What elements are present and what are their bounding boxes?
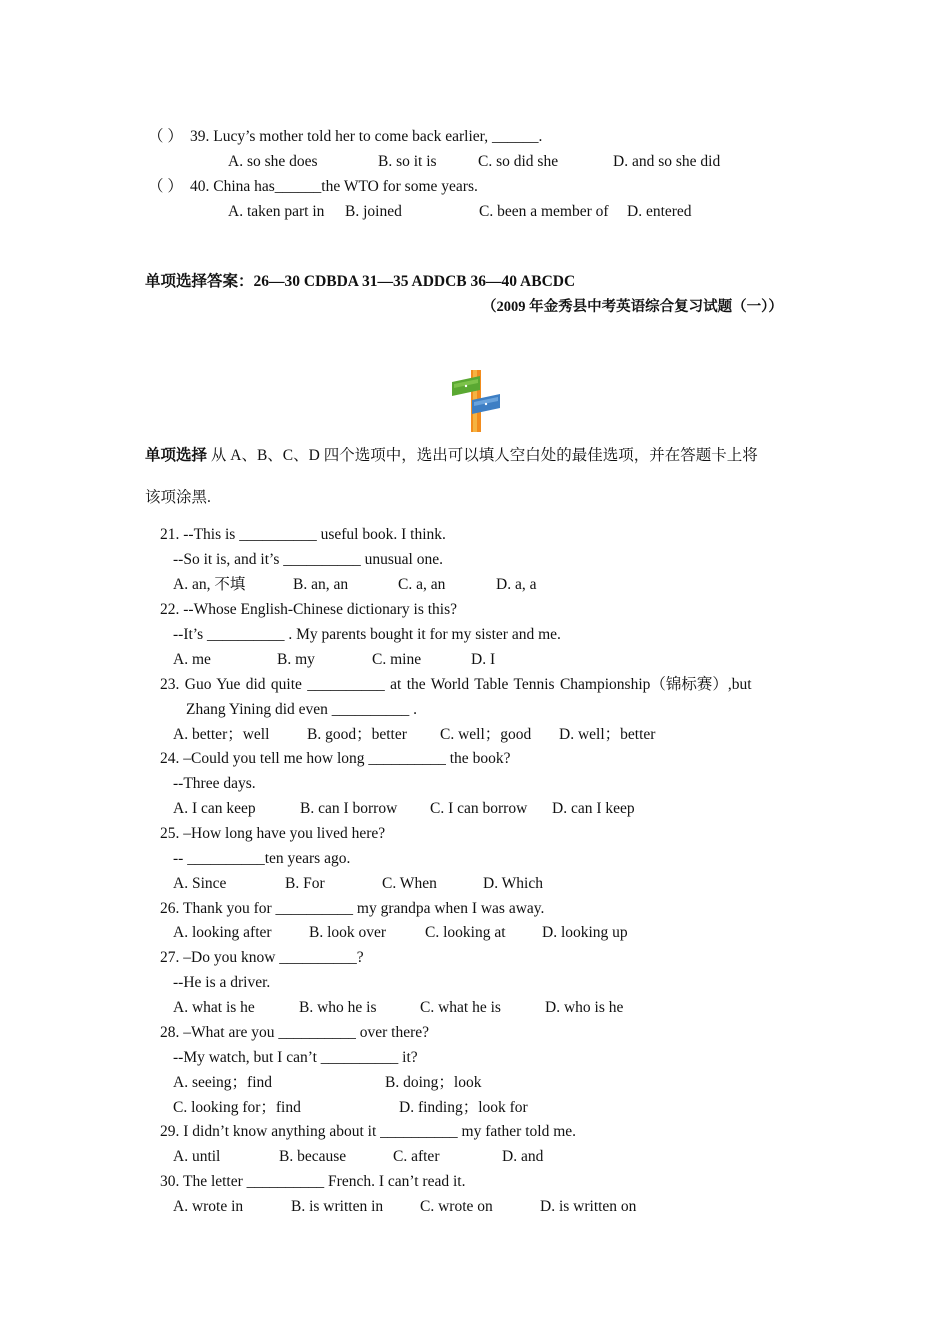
question-22-line1: 22. --Whose English-Chinese dictionary is this? [160,601,458,618]
question-39-paren: （ ） [148,128,183,145]
option-b: B. joined [345,203,402,220]
option-c: C. wrote on [420,1198,493,1215]
option-d: D. looking up [542,924,628,941]
option-a: A. an, 不填 [173,576,246,593]
option-b: B. so it is [378,153,437,170]
option-a: A. seeing；find [173,1074,273,1091]
option-d: D. Which [483,875,543,892]
source-title: （2009 年金秀县中考英语综合复习试题（一）） [482,299,783,315]
option-d: D. and [502,1148,544,1165]
option-c: C. what he is [420,999,501,1016]
option-d: D. can I keep [552,800,635,817]
option-b: B. an, an [293,576,349,593]
instruction-text: 从 A、B、C、D 四个选项中，选出可以填人空白处的最佳选项，并在答题卡上将 [207,447,758,464]
question-26-line1: 26. Thank you for __________ my grandpa when I was away. [160,900,545,917]
option-d: D. is written on [540,1198,637,1215]
answer-key: 单项选择答案：26—30 CDBDA 31—35 ADDCB 36—40 ABCDC [145,273,576,290]
option-c: C. well；good [440,726,532,743]
option-a: A. wrote in [173,1198,244,1215]
question-21-line1: 21. --This is __________ useful book. I think. [160,526,446,543]
option-a: A. looking after [173,924,272,941]
question-25-line2: -- __________ten years ago. [173,850,351,867]
option-b: B. is written in [291,1198,384,1215]
question-28-line1: 28. –What are you __________ over there? [160,1024,430,1041]
option-d: D. entered [627,203,692,220]
option-a: A. what is he [173,999,255,1016]
question-21-line2: --So it is, and it’s __________ unusual one. [173,551,443,568]
option-c: C. looking for；find [173,1099,301,1116]
option-d: D. and so she did [613,153,721,170]
question-39-text: 39. Lucy’s mother told her to come back earlier, ______. [190,128,543,145]
option-c: C. after [393,1148,440,1165]
option-d: D. I [471,651,496,668]
option-b: B. For [285,875,325,892]
question-40-text: 40. China has______the WTO for some years. [190,178,478,195]
option-d: D. finding；look for [399,1099,528,1116]
option-b: B. because [279,1148,347,1165]
option-d: D. well；better [559,726,656,743]
option-d: D. a, a [496,576,537,593]
option-c: C. I can borrow [430,800,528,817]
instruction-text-cont: 该项涂黑. [145,489,211,506]
option-c: C. been a member of [479,203,609,220]
crossroads-signpost-icon [450,366,502,434]
question-40-paren: （ ） [148,178,183,195]
question-29-line1: 29. I didn’t know anything about it __________ my father told me. [160,1123,577,1140]
option-a: A. until [173,1148,221,1165]
question-24-line2: --Three days. [173,775,256,792]
question-25-line1: 25. –How long have you lived here? [160,825,386,842]
option-b: B. good；better [307,726,407,743]
option-b: B. doing；look [385,1074,482,1091]
option-b: B. who he is [299,999,377,1016]
question-22-line2: --It’s __________ . My parents bought it for my sister and me. [173,626,561,643]
option-a: A. me [173,651,211,668]
question-30-line1: 30. The letter __________ French. I can’t read it. [160,1173,466,1190]
option-a: A. so she does [228,153,318,170]
option-a: A. I can keep [173,800,256,817]
option-b: B. can I borrow [300,800,398,817]
question-23-line2: Zhang Yining did even __________ . [186,701,418,718]
option-c: C. a, an [398,576,446,593]
section-label: 单项选择 [145,447,208,464]
option-b: B. look over [309,924,387,941]
option-c: C. mine [372,651,422,668]
option-b: B. my [277,651,315,668]
option-c: C. so did she [478,153,559,170]
question-28-line2: --My watch, but I can’t __________ it? [173,1049,418,1066]
question-27-line1: 27. –Do you know __________? [160,949,364,966]
question-27-line2: --He is a driver. [173,974,271,991]
option-a: A. taken part in [228,203,325,220]
option-c: C. When [382,875,437,892]
option-a: A. Since [173,875,227,892]
question-23-line1: 23. Guo Yue did quite __________ at the World Table Tennis Championship（锦标赛）,but [160,676,752,693]
section-instruction [145,446,758,466]
option-d: D. who is he [545,999,624,1016]
question-24-line1: 24. –Could you tell me how long __________ the book? [160,750,511,767]
option-a: A. better；well [173,726,270,743]
option-c: C. looking at [425,924,506,941]
